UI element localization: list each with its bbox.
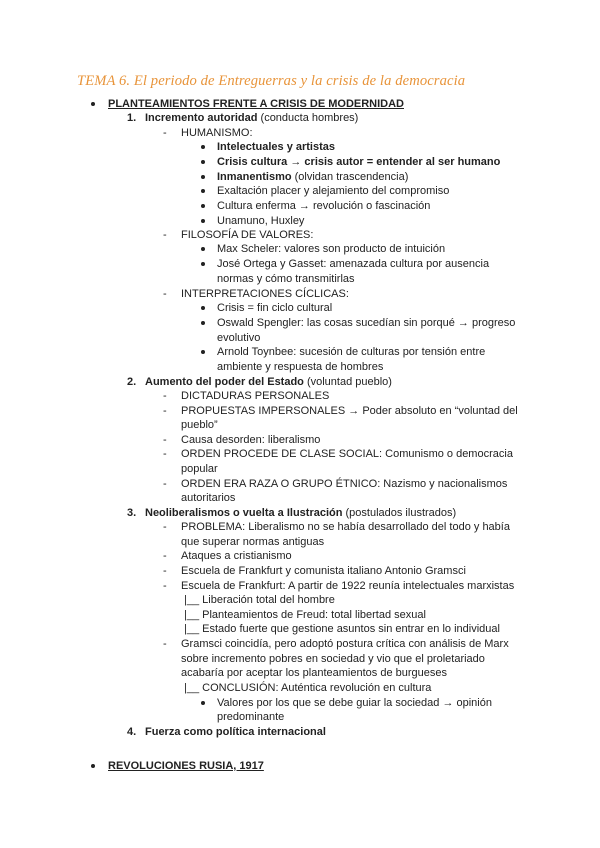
- item-label: Aumento del poder del Estado: [145, 376, 304, 388]
- bullet-icon: [201, 219, 205, 223]
- bullet-icon: [91, 764, 95, 768]
- list-item-continuation: sobre incremento pobres en sociedad y vio que el proletariado: [181, 653, 485, 665]
- bullet-icon: [91, 102, 95, 106]
- dash-icon: -: [163, 448, 167, 460]
- bullet-icon: [201, 262, 205, 266]
- dash-icon: -: [163, 127, 167, 139]
- page-title: TEMA 6. El periodo de Entreguerras y la crisis de la democracia: [77, 73, 466, 89]
- list-item: Causa desorden: liberalismo: [181, 434, 321, 446]
- sub-branch-item: |__ Liberación total del hombre: [184, 594, 335, 606]
- list-item: Cultura enferma → revolución o fascinación: [217, 200, 431, 212]
- list-item: Crisis cultura → crisis autor = entender al ser humano: [217, 156, 501, 168]
- list-item: Unamuno, Huxley: [217, 215, 305, 227]
- bullet-icon: [201, 321, 205, 325]
- dash-icon: -: [163, 405, 167, 417]
- subheading: INTERPRETACIONES CÍCLICAS:: [181, 288, 349, 300]
- section-heading: REVOLUCIONES RUSIA, 1917: [108, 760, 264, 772]
- list-item: Exaltación placer y alejamiento del compromiso: [217, 185, 450, 197]
- list-item: Escuela de Frankfurt y comunista italiano Antonio Gramsci: [181, 565, 466, 577]
- bold-term: Inmanentismo: [217, 171, 292, 183]
- bullet-icon: [201, 189, 205, 193]
- list-item: PROBLEMA: Liberalismo no se había desarrollado del todo y había: [181, 521, 510, 533]
- subheading: HUMANISMO:: [181, 127, 253, 139]
- bullet-icon: [201, 204, 205, 208]
- list-item: Max Scheler: valores son producto de intuición: [217, 243, 446, 255]
- list-item-continuation: popular: [181, 463, 218, 475]
- bullet-icon: [201, 350, 205, 354]
- list-item-continuation: que superar normas antiguas: [181, 536, 325, 548]
- list-item: Oswald Spengler: las cosas sucedían sin porqué → progreso: [217, 317, 516, 329]
- dash-icon: -: [163, 565, 167, 577]
- list-item-heading: [145, 375, 392, 389]
- list-number: 4.: [127, 726, 137, 738]
- list-number: 2.: [127, 376, 137, 388]
- list-item-heading: Fuerza como política internacional: [145, 726, 326, 738]
- list-item-heading: [145, 506, 456, 520]
- dash-icon: -: [163, 550, 167, 562]
- list-item: José Ortega y Gasset: amenazada cultura por ausencia: [217, 258, 490, 270]
- list-item: PROPUESTAS IMPERSONALES → Poder absoluto en “voluntad del: [181, 405, 518, 417]
- item-label: Incremento autoridad: [145, 112, 258, 124]
- list-item: [217, 170, 408, 184]
- list-item-continuation: evolutivo: [217, 332, 261, 344]
- list-item: Valores por los que se debe guiar la sociedad → opinión: [217, 697, 492, 709]
- list-item-continuation: ambiente y respuesta de hombres: [217, 361, 384, 373]
- bullet-icon: [201, 160, 205, 164]
- term-note: (olvidan trascendencia): [291, 171, 409, 183]
- list-item-continuation: acabaría por aceptar los planteamientos de burgueses: [181, 667, 448, 679]
- list-item-continuation: autoritarios: [181, 492, 236, 504]
- list-item-heading: [145, 111, 358, 125]
- sub-branch-item: |__ CONCLUSIÓN: Auténtica revolución en cultura: [184, 682, 432, 694]
- list-item-continuation: normas y cómo transmitirlas: [217, 273, 355, 285]
- list-item: Gramsci coincidía, pero adoptó postura crítica con análisis de Marx: [181, 638, 509, 650]
- dash-icon: -: [163, 229, 167, 241]
- dash-icon: -: [163, 580, 167, 592]
- list-item: Ataques a cristianismo: [181, 550, 292, 562]
- item-note: (voluntad pueblo): [303, 376, 392, 388]
- list-item: Intelectuales y artistas: [217, 141, 336, 153]
- bullet-icon: [201, 701, 205, 705]
- list-item: Arnold Toynbee: sucesión de culturas por tensión entre: [217, 346, 486, 358]
- dash-icon: -: [163, 288, 167, 300]
- sub-branch-item: |__ Estado fuerte que gestione asuntos sin entrar en lo individual: [184, 623, 500, 635]
- list-number: 3.: [127, 507, 137, 519]
- dash-icon: -: [163, 478, 167, 490]
- dash-icon: -: [163, 638, 167, 650]
- list-item-continuation: predominante: [217, 711, 285, 723]
- list-item: ORDEN PROCEDE DE CLASE SOCIAL: Comunismo o democracia: [181, 448, 513, 460]
- bullet-icon: [201, 306, 205, 310]
- list-item: Crisis = fin ciclo cultural: [217, 302, 333, 314]
- subheading: FILOSOFÍA DE VALORES:: [181, 229, 314, 241]
- section-heading: PLANTEAMIENTOS FRENTE A CRISIS DE MODERNIDAD: [108, 98, 404, 110]
- item-label: Neoliberalismos o vuelta a Ilustración: [145, 507, 343, 519]
- sub-branch-item: |__ Planteamientos de Freud: total libertad sexual: [184, 609, 426, 621]
- bullet-icon: [201, 247, 205, 251]
- item-note: (conducta hombres): [257, 112, 359, 124]
- dash-icon: -: [163, 521, 167, 533]
- dash-icon: -: [163, 390, 167, 402]
- list-item-continuation: pueblo”: [181, 419, 218, 431]
- item-note: (postulados ilustrados): [342, 507, 457, 519]
- list-number: 1.: [127, 112, 137, 124]
- dash-icon: -: [163, 434, 167, 446]
- list-item: Escuela de Frankfurt: A partir de 1922 reunía intelectuales marxistas: [181, 580, 515, 592]
- list-item: DICTADURAS PERSONALES: [181, 390, 330, 402]
- bullet-icon: [201, 145, 205, 149]
- list-item: ORDEN ERA RAZA O GRUPO ÉTNICO: Nazismo y nacionalismos: [181, 478, 508, 490]
- bullet-icon: [201, 175, 205, 179]
